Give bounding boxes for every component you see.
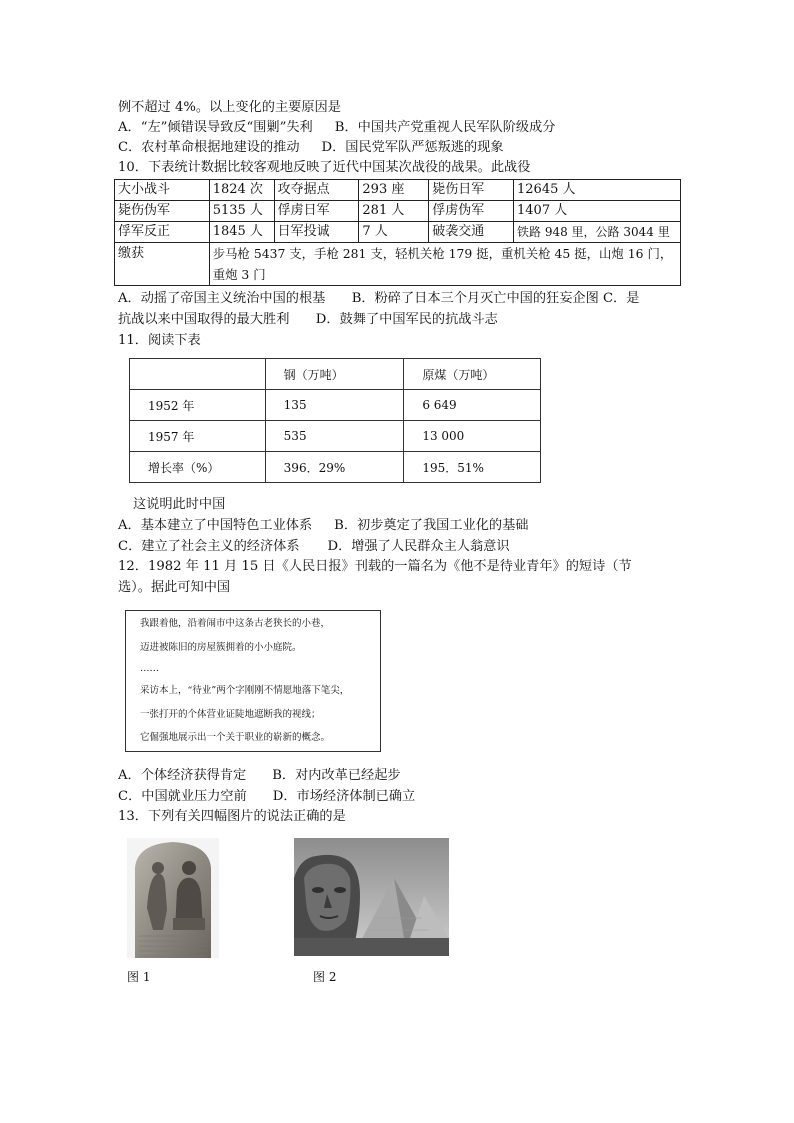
q10-battle-table [114,179,681,286]
table-cell: 6 649 [404,390,541,421]
table-row [130,390,541,421]
table-cell: 135 [265,390,404,421]
poem-line: …… [140,663,159,674]
q12-options-row1 [118,766,401,786]
table-cell: 破袭交通 [429,222,514,243]
table-cell: 13 000 [404,421,541,452]
table-header-row [130,359,541,390]
q9-option-a: A．“左”倾错误导致反“围剿”失利 [118,120,313,135]
table-cell: 俘军反正 [115,222,210,243]
q12-option-b: B．对内改革已经起步 [272,768,401,783]
figure-1-stele-image [127,838,219,958]
table-cell: 增长率（%） [130,452,266,483]
q12-option-d: D．市场经济体制已确立 [272,789,416,804]
q12-options-row2 [118,787,415,807]
table-cell: 攻夺据点 [274,180,359,201]
q9-options-row1 [118,118,555,138]
q11-option-c: C．建立了社会主义的经济体系 [118,539,300,554]
q11-option-b: B．初步奠定了我国工业化的基础 [334,518,529,533]
table-row [115,222,681,243]
q11-option-a: A．基本建立了中国特色工业体系 [118,518,313,533]
poem-line: 采访本上，“待业”两个字刚刚不情愿地落下笔尖， [140,685,350,696]
poem-line: 一张打开的个体营业证陡地遮断我的视线； [140,709,321,720]
table-row [130,421,541,452]
q11-options-row2 [118,537,510,557]
q11-lead: 这说明此时中国 [133,497,226,512]
q11-option-d: D．增强了人民群众主人翁意识 [327,539,510,554]
q10-options-line2: 抗战以来中国取得的最大胜利 D．鼓舞了中国军民的抗战斗志 [118,312,498,327]
q11-production-table [129,358,541,483]
table-header-cell: 钢（万吨） [265,359,404,390]
poem-line: 我跟着他，沿着闹市中这条古老狭长的小巷， [140,618,331,629]
table-cell: 铁路 948 里，公路 3044 里 [514,222,681,243]
table-header-cell: 原煤（万吨） [404,359,541,390]
table-cell: 535 [265,421,404,452]
table-cell: 1407 人 [514,201,681,222]
booty-label-cell: 缴获 [115,243,210,286]
table-row [115,243,681,286]
table-row [130,452,541,483]
q11-stem: 11．阅读下表 [118,333,201,348]
figure-2-sphinx-image [294,838,449,956]
table-cell: 293 座 [359,180,429,201]
figure-2-caption: 图 2 [313,970,337,984]
q13-stem: 13．下列有关四幅图片的说法正确的是 [118,809,346,824]
q9-option-b: B．中国共产党重视人民军队阶级成分 [334,120,556,135]
table-cell: 195．51% [404,452,541,483]
table-cell: 俘虏日军 [274,201,359,222]
figure-1-caption: 图 1 [127,970,151,984]
q10-options-line1: A．动摇了帝国主义统治中国的根基 B．粉碎了日本三个月灭亡中国的狂妄企图 C．是 [118,291,640,306]
table-row [115,180,681,201]
q12-poem-box [125,610,381,752]
table-cell: 大小战斗 [115,180,210,201]
table-cell: 1952 年 [130,390,266,421]
q9-option-c: C．农村革命根据地建设的推动 [118,140,300,155]
q10-stem: 10．下表统计数据比较客观地反映了近代中国某次战役的战果。此战役 [118,160,531,175]
table-cell: 7 人 [359,222,429,243]
q9-options-row2 [118,138,504,158]
q12-option-a: A．个体经济获得肯定 [118,768,247,783]
q9-stem-tail: 例不超过 4%。以上变化的主要原因是 [118,100,341,115]
table-cell: 281 人 [359,201,429,222]
table-cell: 毙伤日军 [429,180,514,201]
q12-option-c: C．中国就业压力空前 [118,789,247,804]
table-row [115,201,681,222]
table-cell: 1957 年 [130,421,266,452]
booty-text-cell: 步马枪 5437 支，手枪 281 支，轻机关枪 179 挺，重机关枪 45 挺，山炮 16 门，重炮 3 门 [209,243,680,286]
table-cell: 俘虏伪军 [429,201,514,222]
table-cell: 396．29% [265,452,404,483]
q12-stem-line1: 12．1982 年 11 月 15 日《人民日报》刊载的一篇名为《他不是待业青年》的短诗（节 [118,559,632,574]
q12-stem-line2: 选）。据此可知中国 [118,580,231,595]
table-cell: 日军投诚 [274,222,359,243]
poem-line: 迈进被陈旧的房屋簇拥着的小小庭院。 [140,642,302,653]
q9-option-d: D．国民党军队严惩叛逃的现象 [321,140,504,155]
table-cell: 5135 人 [209,201,274,222]
table-cell: 1845 人 [209,222,274,243]
table-header-cell [130,359,266,390]
q11-options-row1 [118,516,528,536]
table-cell: 毙伤伪军 [115,201,210,222]
table-cell: 1824 次 [209,180,274,201]
table-cell: 12645 人 [514,180,681,201]
poem-line: 它倔强地展示出一个关于职业的崭新的概念。 [140,732,331,743]
